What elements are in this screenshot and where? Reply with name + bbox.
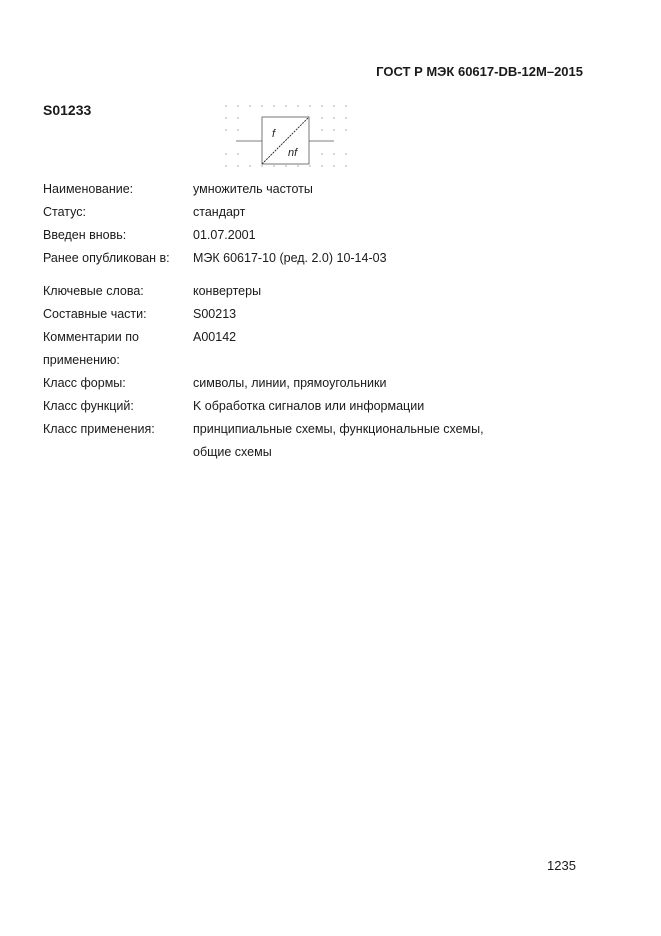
field-row: применению: xyxy=(43,353,120,367)
standard-header: ГОСТ Р МЭК 60617-DB-12M–2015 xyxy=(376,64,583,79)
field-row: Класс формы: символы, линии, прямоугольники xyxy=(43,376,387,390)
symbol-id: S01233 xyxy=(43,102,92,118)
field-row: Класс функций: K обработка сигналов или информации xyxy=(43,399,425,413)
field-row: Ключевые слова: конвертеры xyxy=(43,284,262,298)
field-row: Наименование: умножитель частоты xyxy=(43,182,313,196)
frequency-multiplier-symbol-icon xyxy=(222,100,350,172)
field-row: Введен вновь: 01.07.2001 xyxy=(43,228,256,242)
output-frequency-label: nf xyxy=(288,147,298,159)
field-row: Класс применения: принципиальные схемы, функциональные схемы, xyxy=(43,422,484,436)
page-number: 1235 xyxy=(547,858,576,873)
field-row: Комментарии по A00142 xyxy=(43,330,237,344)
field-row: Составные части: S00213 xyxy=(43,307,237,321)
field-row: Статус: стандарт xyxy=(43,205,246,219)
field-row: общие схемы xyxy=(193,445,272,459)
input-frequency-label: f xyxy=(272,128,276,140)
field-row: Ранее опубликован в: МЭК 60617-10 (ред. 2.0) 10-14-03 xyxy=(43,251,387,265)
symbol-properties xyxy=(43,178,583,464)
